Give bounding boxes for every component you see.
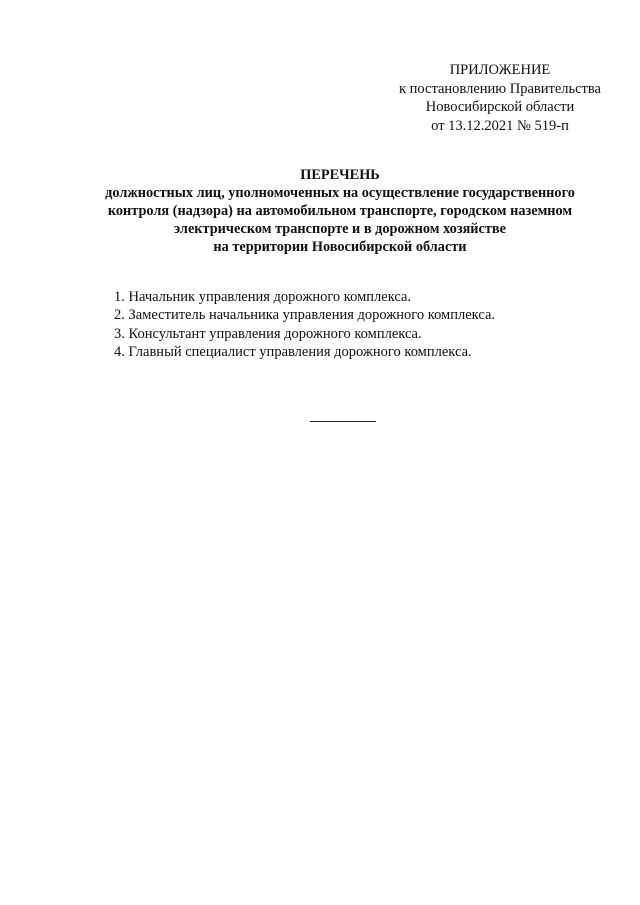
appendix-region-line: Новосибирской области — [425, 99, 575, 115]
list-item: 1. Начальник управления дорожного комплекса. — [114, 289, 412, 305]
list-item: 4. Главный специалист управления дорожного комплекса. — [114, 343, 472, 360]
end-divider — [310, 421, 376, 422]
document-title — [40, 166, 640, 256]
title-line-2: контроля (надзора) на автомобильном транспорте, городском наземном — [107, 203, 573, 219]
title-heading: ПЕРЕЧЕНЬ — [300, 167, 380, 183]
title-line-4: на территории Новосибирской области — [213, 239, 467, 255]
title-line-3: электрическом транспорте и в дорожном хозяйстве — [174, 221, 506, 237]
title-line-1: должностных лиц, уполномоченных на осуществление государственного — [105, 185, 575, 201]
appendix-label: ПРИЛОЖЕНИЕ — [449, 62, 551, 78]
appendix-resolution-line: к постановлению Правительства — [399, 80, 601, 97]
officials-list — [114, 288, 614, 361]
list-item: 3. Консультант управления дорожного комплекса. — [114, 325, 422, 342]
appendix-date-number: от 13.12.2021 № 519-п — [431, 117, 569, 134]
appendix-header — [360, 61, 640, 135]
list-item: 2. Заместитель начальника управления дорожного комплекса. — [114, 307, 496, 324]
